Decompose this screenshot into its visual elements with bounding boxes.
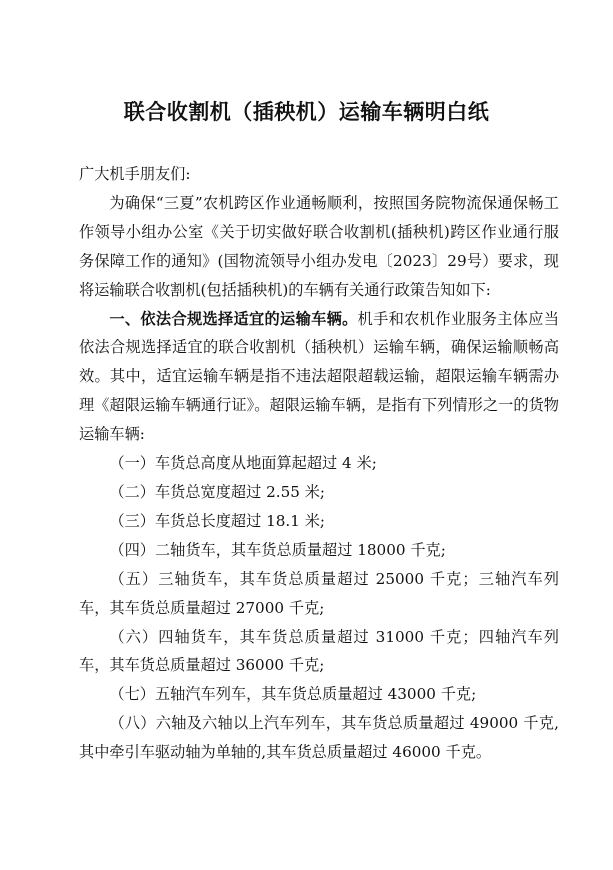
list-item: （四）二轴货车，其车货总质量超过 18000 千克; <box>109 540 446 559</box>
list-item: （五）三轴货车，其车货总质量超过 25000 千克；三轴汽车列车，其车货总质量超过 27000 千克; <box>79 569 559 617</box>
list-item: （六）四轴货车，其车货总质量超过 31000 千克；四轴汽车列车，其车货总质量超过 36000 千克; <box>79 627 559 675</box>
section-1-body: 机手和农机作业服务主体应当依法合规选择适宜的联合收割机（插秧机）运输车辆，确保运输顺畅高效。其中，适宜运输车辆是指不违法超限超载运输，超限运输车辆需办理《超限运输车辆通行证》。超限运输车辆，是指有下列情形之一的货物运输车辆: <box>79 309 560 444</box>
salutation: 广大机手朋友们: <box>79 165 191 183</box>
section-1-heading: 一、依法合规选择适宜的运输车辆。 <box>109 309 358 328</box>
document-title: 联合收割机（插秧机）运输车辆明白纸 <box>123 100 490 124</box>
list-item: （一）车货总高度从地面算起超过 4 米; <box>109 454 377 473</box>
list-item: （二）车货总宽度超过 2.55 米; <box>109 482 326 501</box>
intro-paragraph: 为确保“三夏”农机跨区作业通畅顺利，按照国务院物流保通保畅工作领导小组办公室《关于切实做好联合收割机(插秧机)跨区作业通行服务保障工作的通知》(国物流领导小组办发电〔2023〕29号）要求，现将运输联合收割机(包括插秧机)的车辆有关通行政策告知如下: <box>79 193 559 299</box>
list-item: （三）车货总长度超过 18.1 米; <box>109 511 326 530</box>
document-body <box>79 160 559 767</box>
list-item: （八）六轴及六轴以上汽车列车，其车货总质量超过 49000 千克,其中牵引车驱动轴为单轴的,其车货总质量超过 46000 千克。 <box>79 714 559 762</box>
list-item: （七）五轴汽车列车，其车货总质量超过 43000 千克; <box>109 685 477 704</box>
section-1-paragraph <box>79 305 559 450</box>
